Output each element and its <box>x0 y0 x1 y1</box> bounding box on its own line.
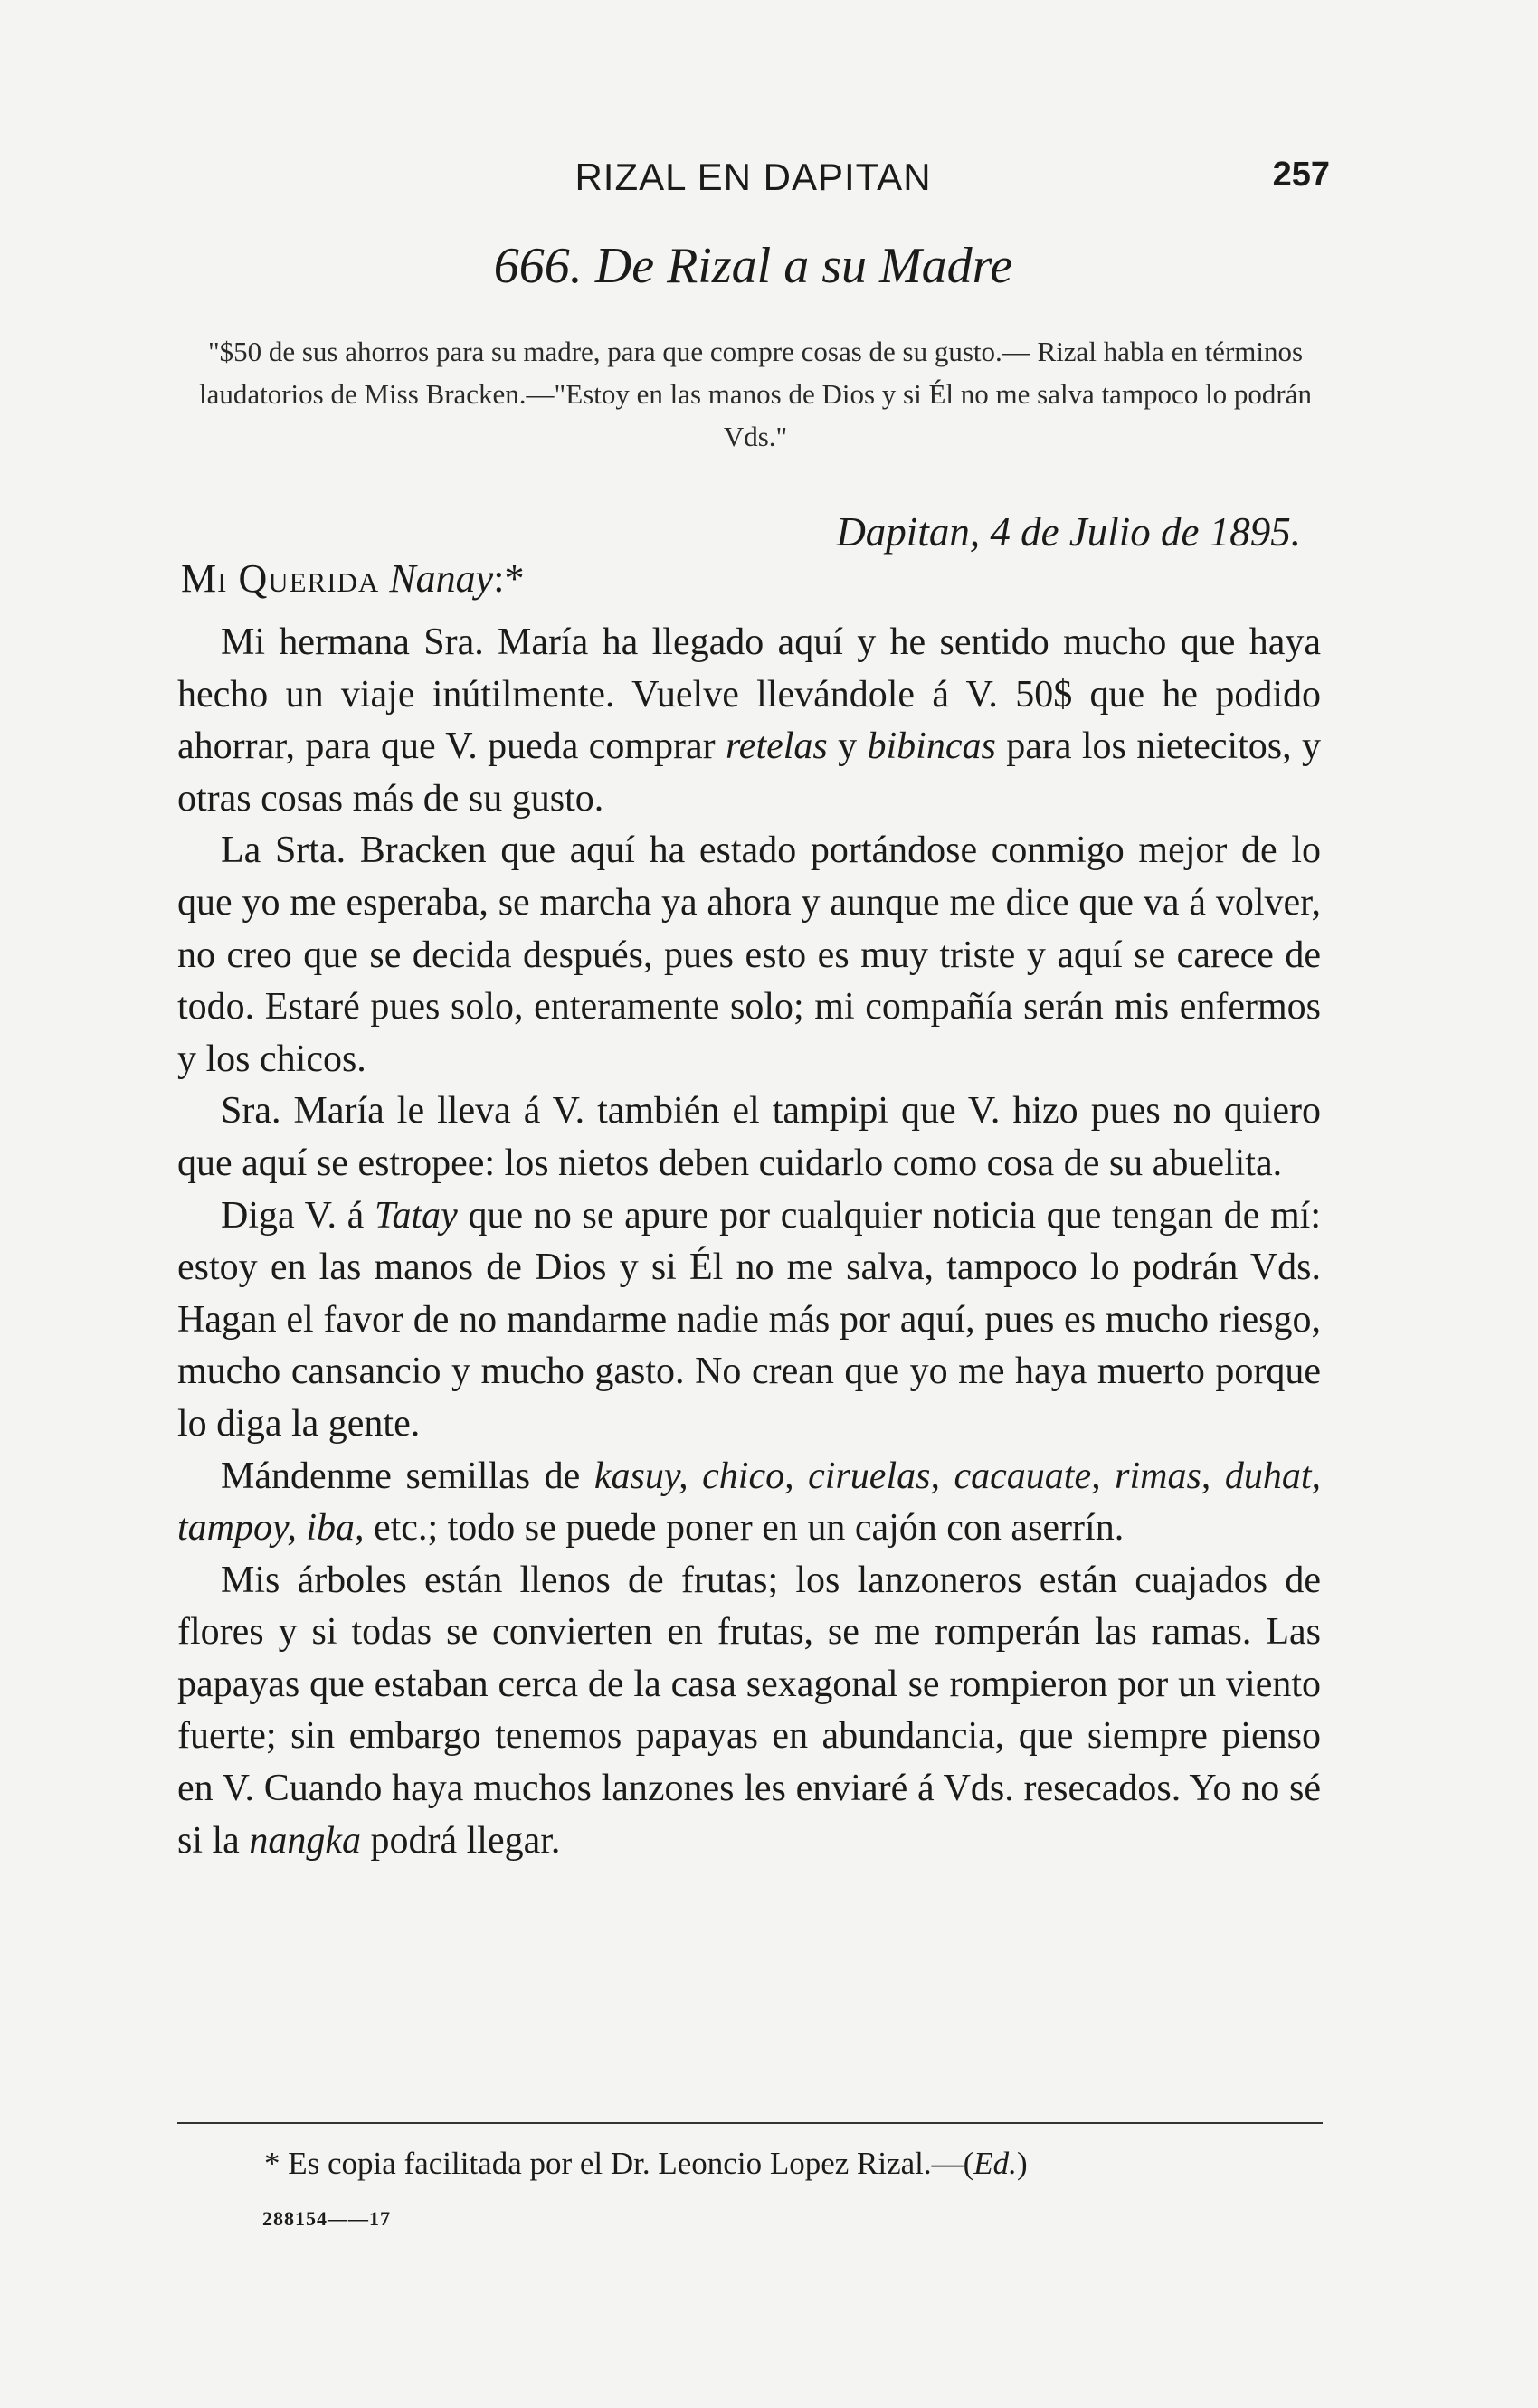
body-paragraph <box>177 1190 1321 1451</box>
body-paragraph <box>177 1085 1321 1190</box>
paragraph-text: Mándenme semillas de <box>221 1455 594 1497</box>
body-paragraph <box>177 825 1321 1085</box>
salutation <box>181 555 524 602</box>
running-head <box>176 156 1330 210</box>
page-number: 257 <box>1272 156 1330 194</box>
dateline: Dapitan, 4 de Julio de 1895. <box>836 509 1301 555</box>
letter-body <box>177 617 1321 1867</box>
footnote-text: * Es copia facilitada por el Dr. Leoncio Lopez Rizal.—( <box>264 2146 974 2181</box>
footnote-close: ) <box>1016 2146 1028 2181</box>
salutation-name: Nanay <box>389 556 494 601</box>
paragraph-text: podrá llegar. <box>360 1819 561 1862</box>
body-paragraph <box>177 617 1321 825</box>
paragraph-text: etc.; todo se puede poner en un cajón con aserrín. <box>364 1507 1125 1550</box>
paragraph-text: La Srta. Bracken que aquí ha estado portándose conmigo mejor de lo que yo me esperaba, se marcha ya ahora y aunque me dice que va á volver, no creo que se decida después, pues esto es muy triste y aquí se carece de todo. Estaré pues solo, enteramente solo; mi compañía serán mis enfermos y los chicos. <box>177 830 1321 1080</box>
paragraph-text: Diga V. á <box>221 1194 375 1237</box>
paragraph-text: que no se apure por cualquier noticia que tengan de mí: estoy en las manos de Dios y si Él no me salva, tampoco lo podrán Vds. Hagan el favor de no mandarme nadie más por aquí, pues es mucho riesgo, mucho cansancio y mucho gasto. No crean que yo me haya muerto porque lo diga la gente. <box>177 1194 1321 1445</box>
footnote <box>264 2146 1028 2182</box>
italic-term: nangka <box>249 1819 361 1862</box>
paragraph-text: para los nietecitos, y otras cosas más de su gusto. <box>177 725 1322 820</box>
footnote-divider <box>177 2122 1323 2124</box>
body-paragraph <box>177 1555 1321 1868</box>
footnote-editor-mark: Ed. <box>973 2146 1017 2181</box>
salutation-prefix: Mi Querida <box>181 556 380 601</box>
paragraph-text: y <box>827 725 868 768</box>
letter-summary: "$50 de sus ahorros para su madre, para que compre cosas de su gusto.— Rizal habla en términos laudatorios de Miss Bracken.—"Estoy en las manos de Dios y si Él no me salva tampoco lo podrán Vds." <box>198 336 1313 452</box>
paragraph-text: Mi hermana Sra. María ha llegado aquí y he sentido mucho que haya hecho un viaje inútilmente. Vuelve llevándole á V. 50$ que he podido ahorrar, para que V. pueda comprar <box>177 621 1321 768</box>
letter-title: 666. De Rizal a su Madre <box>493 238 1013 294</box>
paragraph-text: Sra. María le lleva á V. también el tampipi que V. hizo pues no quiero que aquí se estropee: los nietos deben cuidarlo como cosa de su abuelita. <box>177 1090 1321 1184</box>
italic-term: Tatay <box>375 1194 458 1237</box>
italic-term: retelas <box>726 725 828 768</box>
italic-term: bibincas <box>867 725 996 768</box>
salutation-suffix: :* <box>493 556 525 601</box>
body-paragraph <box>177 1451 1321 1555</box>
paragraph-text: Mis árboles están llenos de frutas; los lanzoneros están cuajados de flores y si todas se convierten en frutas, se me romperán las ramas. Las papayas que estaban cerca de la casa sexagonal se rompieron por un viento fuerte; sin embargo tenemos papayas en abundancia, que siempre pienso en V. Cuando haya muchos lanzones les enviaré á Vds. resecados. Yo no sé si la <box>177 1559 1321 1862</box>
italic-term: kasuy, chico, ciruelas, cacauate, rimas, duhat, tampoy, iba, <box>177 1455 1321 1550</box>
printer-signature-mark: 288154——17 <box>262 2207 391 2230</box>
running-title: RIZAL EN DAPITAN <box>574 156 932 198</box>
